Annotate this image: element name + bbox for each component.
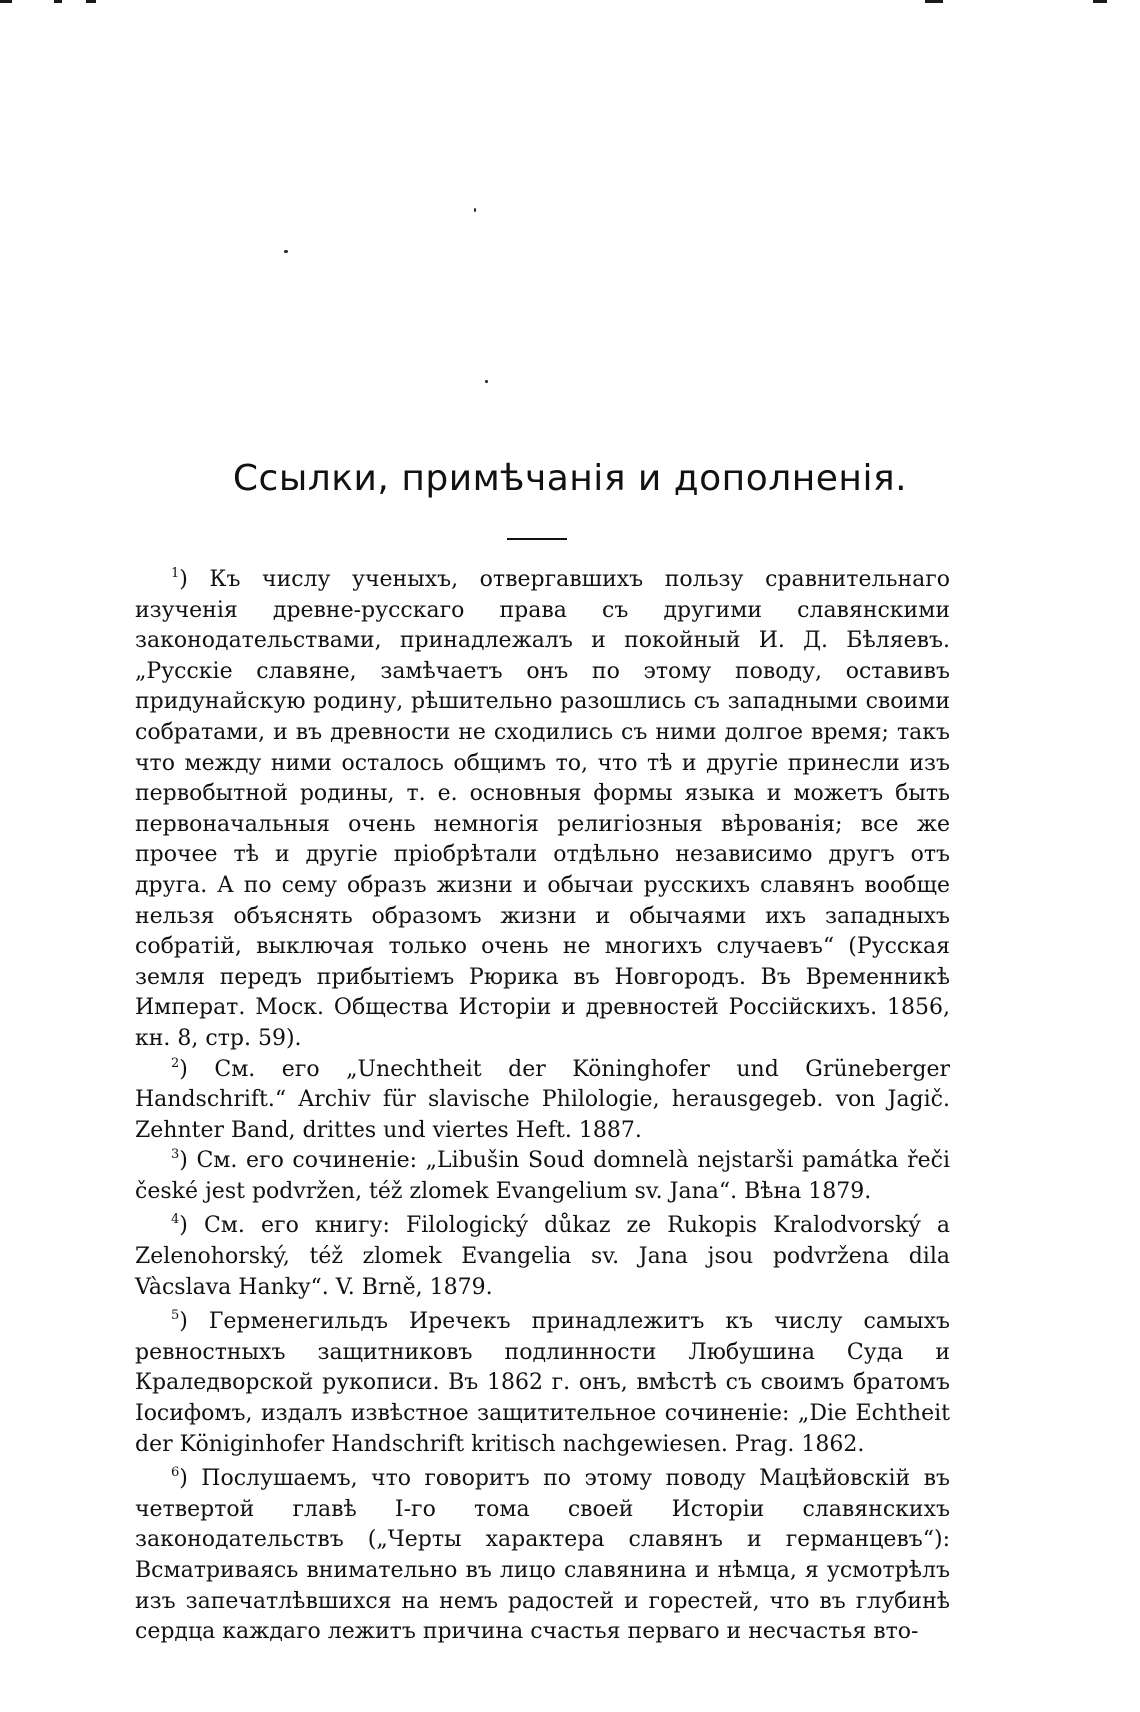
page-title: Ссылки, примѣчанія и дополненія.: [232, 458, 908, 499]
footnote-mark: 4: [171, 1212, 180, 1228]
footnote-4: [135, 1211, 950, 1303]
footnote-text: ) См. его сочиненіе: „Libušin Soud domnelà nejstarši památka řeči české jest podvržen, též zlomek Evangelium sv. Jana“. Вѣна 1879.: [135, 1148, 950, 1204]
footnote-text: ) См. его книгу: Filologický důkaz ze Rukopis Kralodvorský a Zelenohorský, též zlomek Evangelia sv. Jana jsou podvržena dila Vàcslava Hanky“. V. Brně, 1879.: [135, 1213, 950, 1300]
footnote-1: [135, 565, 950, 1055]
footnote-text: ) Послушаемъ, что говоритъ по этому поводу Мацѣйовскій въ четвертой главѣ I-го тома своей Исторіи славянскихъ законодательствъ („Черты характера славянъ и германцевъ“): Всматриваясь внимательно въ лицо славянина и нѣмца, я усмотрѣлъ изъ запечатлѣвшихся на немъ радостей и горестей, что въ глубинѣ сердца каждаго лежитъ причина счастья перваго и несчастья вто-: [135, 1466, 950, 1645]
scan-speck: [474, 208, 476, 212]
footnote-mark: 2: [171, 1055, 180, 1071]
scan-edge-marks: [0, 0, 1140, 8]
footnote-text: ) Герменегильдъ Иречекъ принадлежитъ къ числу самыхъ ревностныхъ защитниковъ подлинности Любушина Суда и Краледворской рукописи. Въ 1862 г. онъ, вмѣстѣ съ своимъ братомъ Іосифомъ, издалъ извѣстное защитительное сочиненіе: „Die Echtheit der Königinhofer Handschrift kritisch nachgewiesen. Prag. 1862.: [135, 1309, 950, 1457]
footnote-6: [135, 1464, 950, 1648]
footnote-3: [135, 1146, 950, 1207]
footnote-mark: 6: [171, 1465, 180, 1481]
footnote-mark: 1: [171, 566, 180, 581]
scan-speck: [485, 380, 488, 383]
footnote-mark: 3: [171, 1147, 180, 1163]
scan-speck: [284, 250, 288, 253]
footnote-text: ) См. его „Unechtheit der Köninghofer und Grüneberger Handschrift.“ Archiv für slavische Philologie, herausgegeb. von Jagič. Zehnter Band, drittes und viertes Heft. 1887.: [135, 1056, 950, 1143]
footnote-5: [135, 1307, 950, 1460]
footnote-2: [135, 1055, 950, 1147]
footnote-text: ) Къ числу ученыхъ, отвергавшихъ пользу сравнительнаго изученія древне-русскаго права съ другими славянскими законодательствами, принадлежалъ и покойный И. Д. Бѣляевъ. „Русскіе славяне, замѣчаетъ онъ по этому поводу, оставивъ придунайскую родину, рѣшительно разошлись съ западными своими собратами, и въ древности не сходились съ ними долгое время; такъ что между ними осталось общимъ то, что тѣ и другіе принесли изъ первобытной родины, т. е. основныя формы языка и можетъ быть первоначальныя очень немногія религіозныя вѣрованія; все же прочее тѣ и другіе пріобрѣтали отдѣльно независимо другъ отъ друга. А по сему образъ жизни и обычаи русскихъ славянъ вообще нельзя объяснять образомъ жизни и обычаями ихъ западныхъ собратій, выключая только очень не многихъ случаевъ“ (Русская земля передъ прибытіемъ Рюрика въ Новгородъ. Въ Временникѣ Императ. Моск. Общества Исторіи и древностей Россійскихъ. 1856, кн. 8, стр. 59).: [135, 567, 950, 1051]
title-divider: [507, 538, 567, 540]
footnotes-body: [135, 565, 950, 1648]
footnote-mark: 5: [171, 1308, 180, 1324]
